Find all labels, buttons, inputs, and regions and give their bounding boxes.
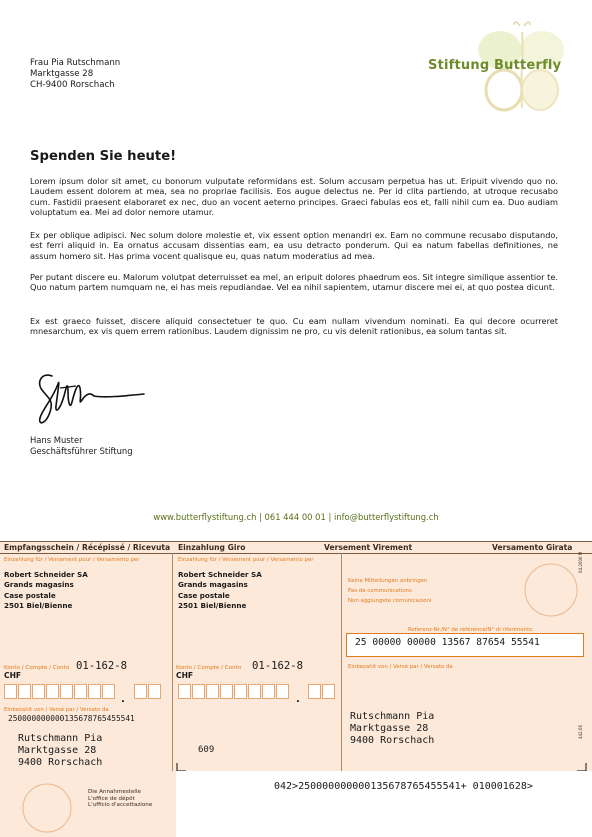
- signature-title: Geschäftsführer Stiftung: [30, 445, 133, 456]
- payer-address: [350, 711, 434, 747]
- payer-city: 9400 Rorschach: [350, 735, 435, 746]
- note-de: Keine Mitteilungen anbringen: [348, 578, 428, 584]
- reference-box: [346, 633, 584, 657]
- receipt-account-number: 01-162-8: [76, 660, 128, 672]
- payment-decimal-point: .: [296, 694, 300, 705]
- receipt-account-label: Konto / Compte / Conto: [4, 665, 70, 671]
- payment-payee-city: 2501 Biel/Bienne: [178, 601, 247, 611]
- no-communications-notes: [348, 576, 431, 607]
- receipt-cents-boxes[interactable]: [134, 684, 162, 699]
- receipt-decimal-point: .: [121, 694, 125, 705]
- coding-line: 042>250000000000135678765455541+ 010001628>: [274, 781, 533, 792]
- recipient-name: Frau Pia Rutschmann: [30, 58, 121, 68]
- slip-header: [0, 541, 592, 554]
- payment-cents-boxes[interactable]: [308, 684, 336, 699]
- paragraph-2: Ex per oblique adipisci. Nec solum dolore molestie et, vix essent option menandri ex. Eam no commune recusabo disputando, est ferri aliquid in. Ea ornatus accusam dissentias eam, ea usu detracto ponderum. Qui ea natum fabellas definitiones, ne assum homero sit. Has prima vocent qualisque eu, quas natum moderatius ad mea.: [30, 230, 558, 261]
- receipt-amount-boxes[interactable]: [4, 684, 116, 699]
- paragraph-1: Lorem ipsum dolor sit amet, cu bonorum vulputate reformidans est. Solum accusam perpetua has ut. Eripuit vivendo quo no. Laudem essent dolorem at mea, sea no propriae facilisis. Eos augue delectus ne. Per id clita partiendo, at utroque recusabo cum. Fastidii praesent elaboraret ex nec, duo an vocent aeterno principes. Graeci fabulas eos et, falli nihil cum ea. Duo audiam voluptatum ea. Mei ad dolor nemore utamur.: [30, 176, 558, 218]
- receipt-paid-by-label: Einbezahlt von / Versé par / Versato da: [4, 707, 109, 713]
- receipt-payer-name: Rutschmann Pia: [18, 733, 103, 744]
- receipt-payer: [18, 733, 102, 769]
- office-label: [88, 789, 152, 809]
- payment-account-number: 01-162-8: [252, 660, 304, 672]
- letter-heading: Spenden Sie heute!: [30, 149, 177, 164]
- logo-text: Stiftung Butterfly: [428, 58, 562, 73]
- payment-payee-line3: Case postale: [178, 590, 230, 600]
- signature-icon: [34, 370, 150, 430]
- payment-heading: Einzahlung Giro: [178, 543, 246, 552]
- office-label-it: L'ufficio d'accettazione: [88, 802, 153, 809]
- payment-payee-name: Robert Schneider SA: [178, 570, 262, 579]
- stamp-circle-icon: [22, 783, 72, 833]
- payment-divider: [341, 553, 342, 771]
- reference-label: Referenz-Nr./N° de référence/N° di riferimento: [408, 627, 533, 633]
- versamento-heading: Versamento Girata: [492, 543, 573, 552]
- payer-street: Marktgasse 28: [350, 723, 429, 734]
- recipient-street: Marktgasse 28: [30, 69, 94, 80]
- payer-name: Rutschmann Pia: [350, 711, 435, 722]
- payment-slip: [0, 541, 592, 837]
- note-fr: Pas de communications: [348, 588, 412, 595]
- receipt-deposit-for-label: Einzahlung für / Versement pour / Versamento per: [4, 557, 140, 563]
- recipient-city: CH-9400 Rorschach: [30, 80, 115, 91]
- side-code-top: 04.2006 M: [578, 551, 583, 573]
- note-it: Non aggiungete comunicazioni: [348, 598, 432, 605]
- receipt-divider: [172, 553, 173, 771]
- signature-name: Hans Muster: [30, 435, 83, 445]
- signature-block: [30, 435, 133, 457]
- paragraph-3: Per putant discere eu. Malorum volutpat deterruisset ea mel, an eripuit dolores phaedrum eos. Sit integre similique assentior te. Quo natum partem numquam ne, ei has meis repudiandae. Vel ea nihil sapientem, utamur discere mei ei, at quo postea dicunt.: [30, 272, 558, 293]
- coding-line-area: [176, 771, 592, 837]
- payment-deposit-for-label: Einzahlung für / Versement pour / Versamento per: [178, 557, 314, 563]
- payee-line2: Grands magasins: [4, 580, 74, 590]
- payment-payee: [178, 570, 262, 612]
- payment-amount-boxes[interactable]: [178, 684, 290, 699]
- receipt-reference: 250000000000135678765455541: [8, 714, 135, 723]
- stamp-circle-icon: [524, 563, 578, 617]
- paragraph-4: Ex est graeco fuisset, discere aliquid consectetuer te quo. Cu eam nullam vivendum nominati. Ea qui decore ocurreret mnesarchum, ex vis quem errem rationibus. Laudem dignissim ne pro, cu vis delenit rationibus, ea solum tantas sit.: [30, 316, 558, 337]
- footer-contact: www.butterflystiftung.ch | 061 444 00 01 | info@butterflystiftung.ch: [153, 512, 439, 522]
- payee-city: 2501 Biel/Bienne: [4, 601, 73, 611]
- receipt-payee: [4, 570, 88, 612]
- payment-paid-by-label: Einbezahlt von / Versé par / Versato da: [348, 664, 453, 670]
- receipt-payer-street: Marktgasse 28: [18, 745, 97, 756]
- payee-name: Robert Schneider SA: [4, 570, 88, 579]
- receipt-heading: Empfangsschein / Récépissé / Ricevuta: [4, 543, 171, 552]
- office-label-fr: L'office de dépôt: [88, 795, 135, 802]
- office-label-de: Die Annahmestelle: [88, 789, 141, 795]
- payee-line3: Case postale: [4, 590, 56, 600]
- code-609: 609: [198, 745, 215, 755]
- payment-account-label: Konto / Compte / Conto: [176, 665, 242, 671]
- versement-heading: Versement Virement: [324, 543, 413, 552]
- payment-payee-line2: Grands magasins: [178, 580, 248, 590]
- receipt-payer-city: 9400 Rorschach: [18, 757, 103, 768]
- payment-currency: CHF: [176, 671, 194, 680]
- receipt-currency: CHF: [4, 671, 22, 680]
- recipient-address: [30, 58, 120, 92]
- side-code-bottom: 442.06: [578, 725, 583, 739]
- reference-number: 25 00000 00000 13567 87654 55541: [355, 637, 540, 648]
